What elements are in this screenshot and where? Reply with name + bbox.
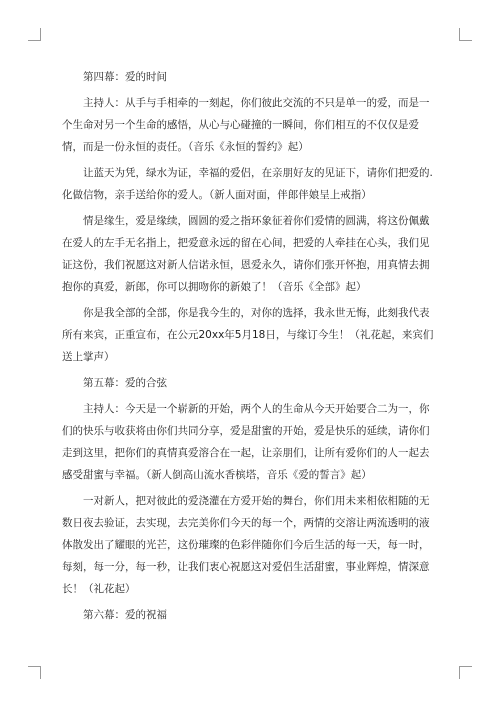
act4-paragraph-2: 让蓝天为凭，绿水为证，幸福的爱侣，在亲朋好友的见证下，请你们把爱的.化做信物，亲手送给你的爱人。（新人面对面，伴郎伴娘呈上戒指） [62, 167, 433, 201]
act4-paragraph-4: 你是我全部的全部，你是我今生的，对你的选择，我永世无悔，此刻我代表所有来宾，正重宣布，在公元20xx年5月18日，与缘订今生！（礼花起，来宾们送上掌声） [62, 307, 434, 363]
act5-paragraph-2: 一对新人，把对彼此的爱浇灌在方爱开始的舞台，你们用未来相依相随的无数日夜去验证，去实现，去完美你们今天的每一个，两情的交溶让两流透明的液体散发出了耀眼的光芒，这份璀璨的色彩伴随你们今后生活的每一天，每一时，每刻，每一分，每一秒，让我们衷心祝愿这对爱侣生活甜蜜，事业辉煌，情深意长！（礼花起） [62, 495, 430, 595]
act4-heading: 第四幕：爱的时间 [83, 71, 167, 83]
act4-paragraph-3: 情是缘生，爱是缘续，圆圆的爱之指环象征着你们爱情的圆满，将这份佩戴在爱人的左手无名指上，把爱意永远的留在心间，把爱的人牵挂在心头，我们见证这份，我们祝愿这对新人信诺永恒，恩爱永久，请你们张开怀抱，用真情去拥抱你的真爱，新郎，你可以拥吻你的新娘了！（音乐《全部》起） [62, 215, 430, 293]
document-page [62, 66, 438, 630]
act5-paragraph-1: 主持人：今天是一个崭新的开始，两个人的生命从今天开始要合二为一，你们的快乐与收获将由你们共同分享，爱是甜蜜的开始，爱是快乐的延续，请你们走到这里，把你们的真情真爱溶合在一起，让亲朋们，让所有爱你们的人一起去感受甜蜜与幸福。（新人倒高山流水香槟塔，音乐《爱的誓言》起） [62, 403, 430, 481]
crop-mark-bottom-right [459, 666, 472, 679]
act5-heading: 第五幕：爱的合弦 [83, 377, 167, 389]
act4-paragraph-1: 主持人：从手与手相牵的一刻起，你们彼此交流的不只是单一的爱，而是一个生命对另一个生命的感悟，从心与心碰撞的一瞬间，你们相互的不仅仅是爱情，而是一份永恒的责任。（音乐《永恒的誓约》起） [62, 97, 430, 153]
crop-mark-top-right [459, 28, 472, 41]
act6-heading: 第六幕：爱的祝福 [83, 609, 167, 621]
crop-mark-top-left [28, 28, 41, 41]
crop-mark-bottom-left [28, 666, 41, 679]
